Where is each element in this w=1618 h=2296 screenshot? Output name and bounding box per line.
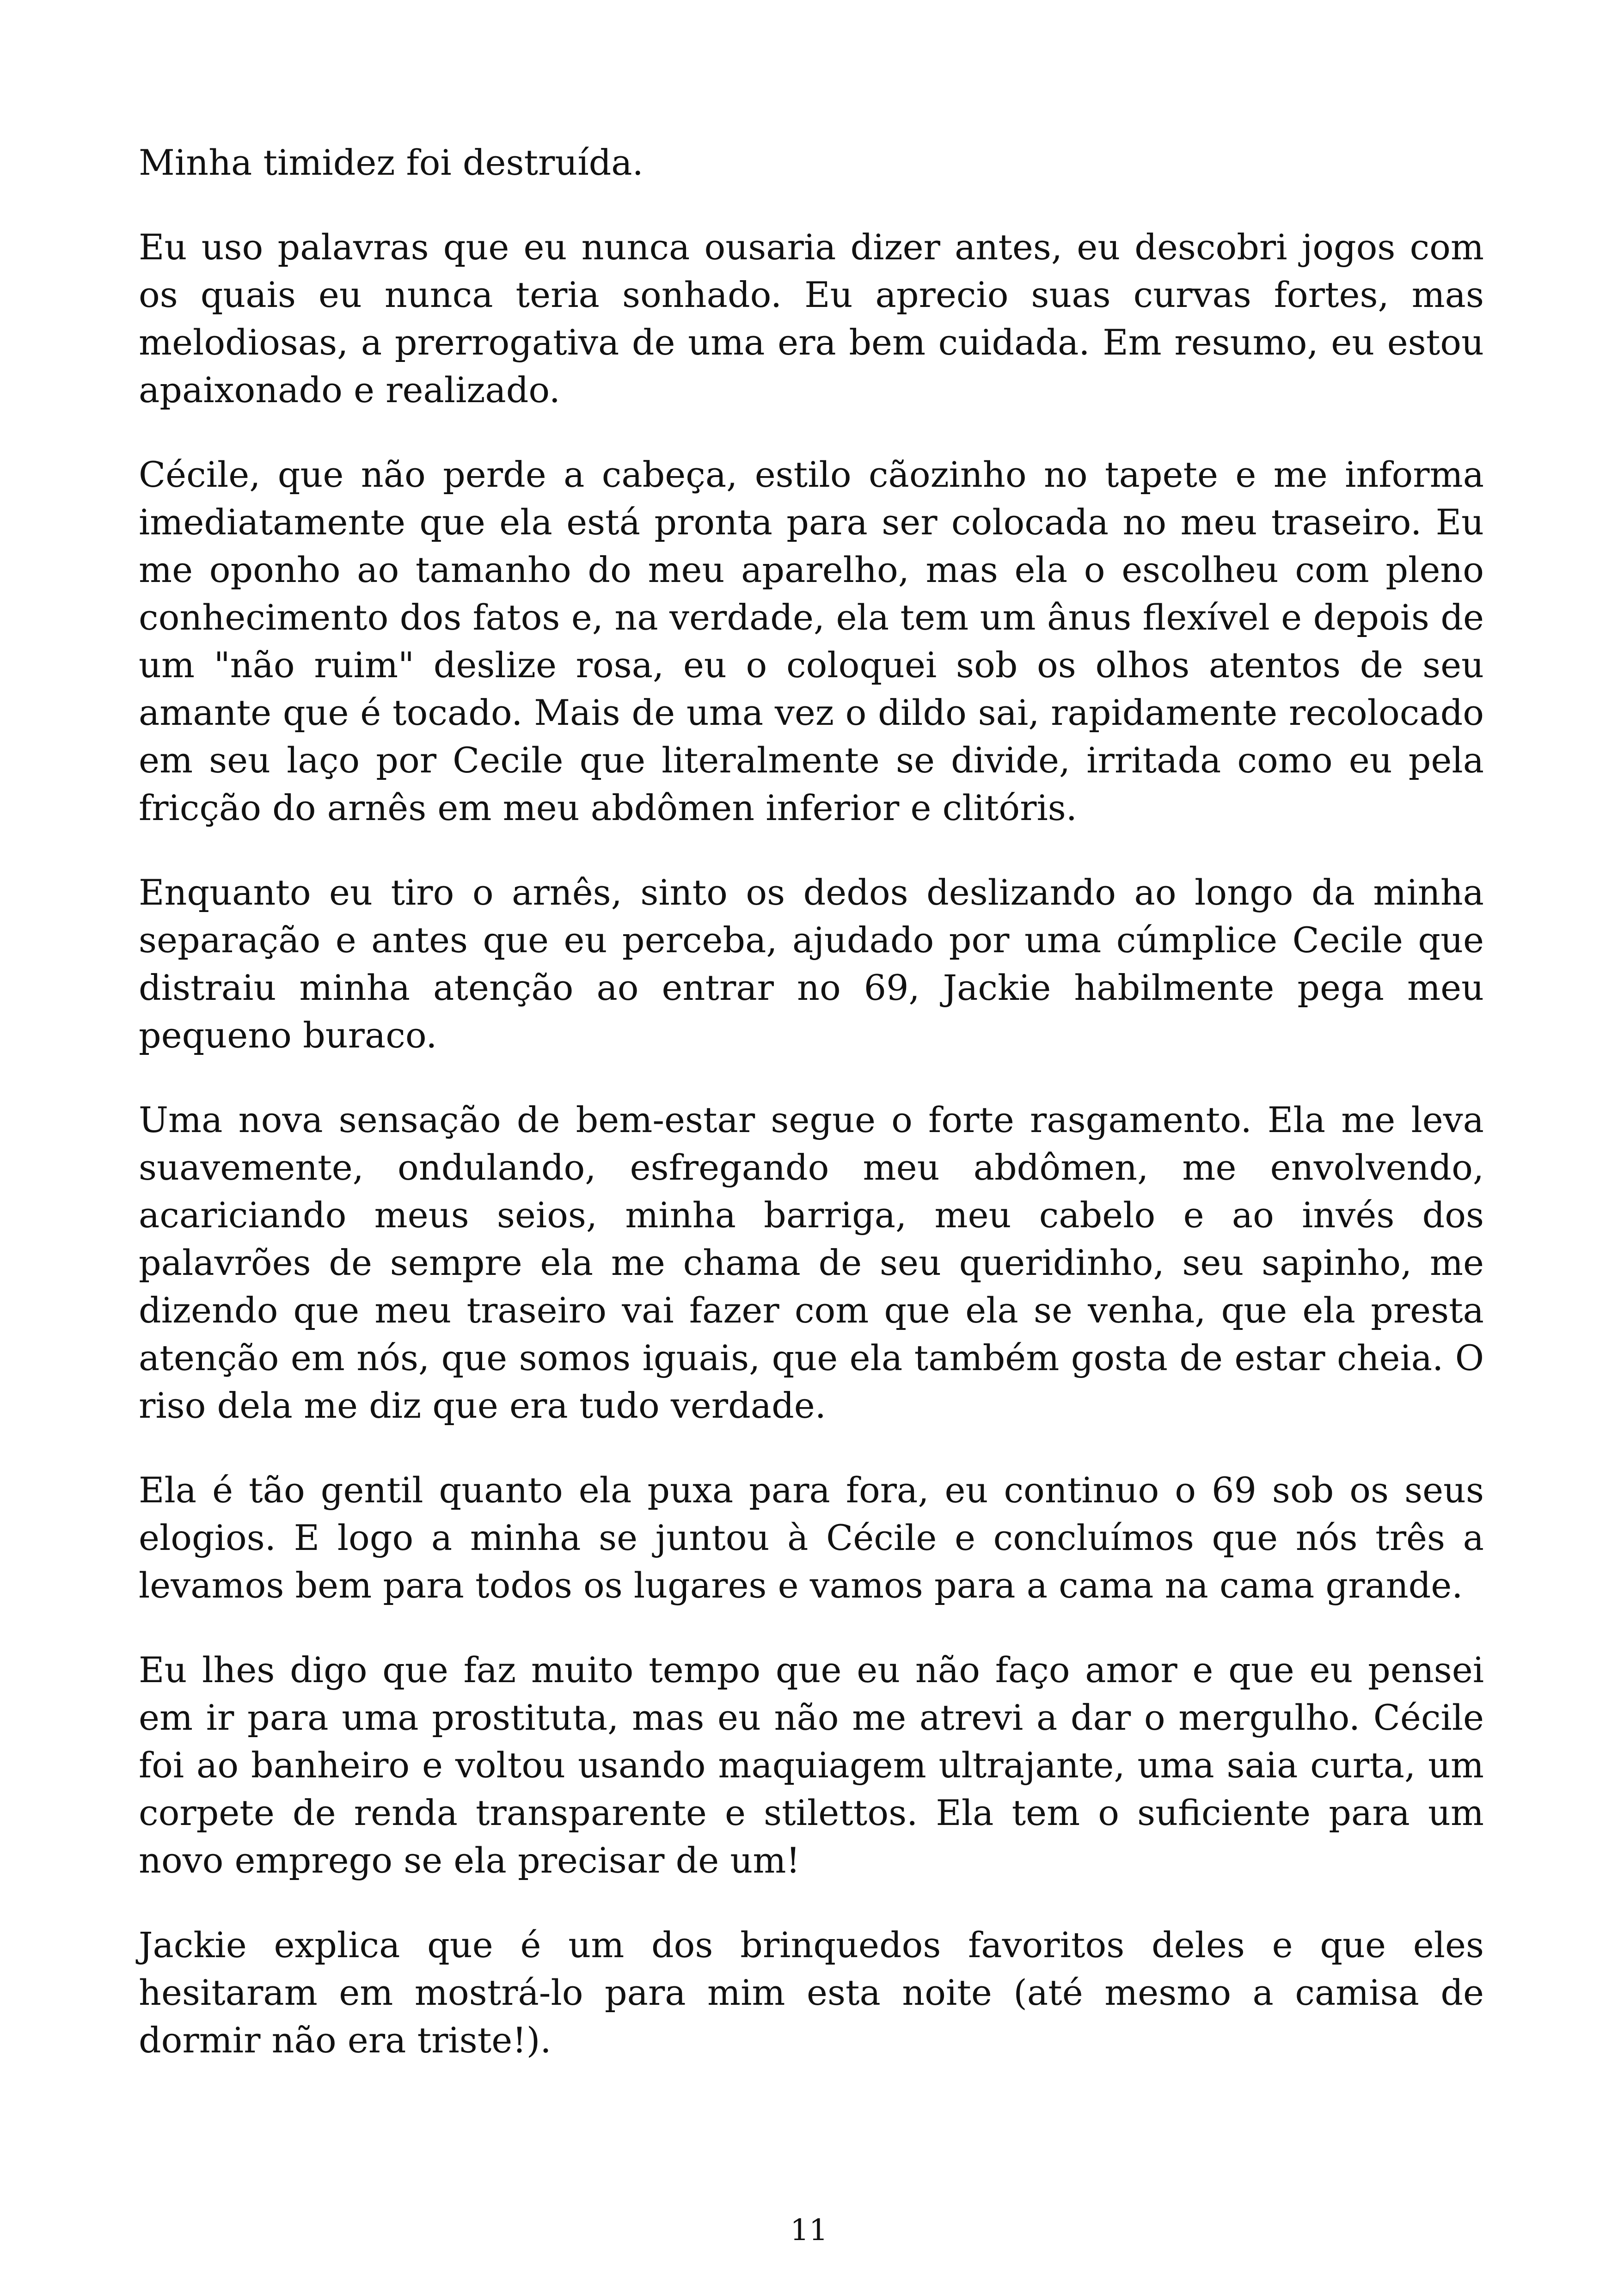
page-body: [139, 139, 1484, 2101]
paragraph: Uma nova sensação de bem-estar segue o forte rasgamento. Ela me leva suavemente, ondulando, esfregando meu abdômen, me envolvendo, acariciando meus seios, minha barriga, meu cabelo e ao invés dos palavrões de sempre ela me chama de seu queridinho, seu sapinho, me dizendo que meu traseiro vai fazer com que ela se venha, que ela presta atenção em nós, que somos iguais, que ela também gosta de estar cheia. O riso dela me diz que era tudo verdade.: [139, 1099, 1484, 1426]
page-number: 11: [790, 2213, 828, 2247]
paragraph: Eu uso palavras que eu nunca ousaria dizer antes, eu descobri jogos com os quais eu nunca teria sonhado. Eu aprecio suas curvas fortes, mas melodiosas, a prerrogativa de uma era bem cuidada. Em resumo, eu estou apaixonado e realizado.: [139, 227, 1484, 410]
paragraph: Jackie explica que é um dos brinquedos favoritos deles e que eles hesitaram em mostrá-lo para mim esta noite (até mesmo a camisa de dormir não era triste!).: [139, 1924, 1484, 2061]
paragraph: Cécile, que não perde a cabeça, estilo cãozinho no tapete e me informa imediatamente que ela está pronta para ser colocada no meu traseiro. Eu me oponho ao tamanho do meu aparelho, mas ela o escolheu com pleno conhecimento dos fatos e, na verdade, ela tem um ânus flexível e depois de um "não ruim" deslize rosa, eu o coloquei sob os olhos atentos de seu amante que é tocado. Mais de uma vez o dildo sai, rapidamente recolocado em seu laço por Cecile que literalmente se divide, irritada como eu pela fricção do arnês em meu abdômen inferior e clitóris.: [139, 454, 1484, 828]
paragraph: Eu lhes digo que faz muito tempo que eu não faço amor e que eu pensei em ir para uma prostituta, mas eu não me atrevi a dar o mergulho. Cécile foi ao banheiro e voltou usando maquiagem ultrajante, uma saia curta, um corpete de renda transparente e stilettos. Ela tem o suficiente para um novo emprego se ela precisar de um!: [139, 1649, 1484, 1881]
paragraph: Minha timidez foi destruída.: [139, 142, 644, 183]
paragraph: Ela é tão gentil quanto ela puxa para fora, eu continuo o 69 sob os seus elogios. E logo a minha se juntou à Cécile e concluímos que nós três a levamos bem para todos os lugares e vamos para a cama na cama grande.: [139, 1469, 1484, 1606]
paragraph: Enquanto eu tiro o arnês, sinto os dedos deslizando ao longo da minha separação e antes que eu perceba, ajudado por uma cúmplice Cecile que distraiu minha atenção ao entrar no 69, Jackie habilmente pega meu pequeno buraco.: [139, 872, 1484, 1056]
